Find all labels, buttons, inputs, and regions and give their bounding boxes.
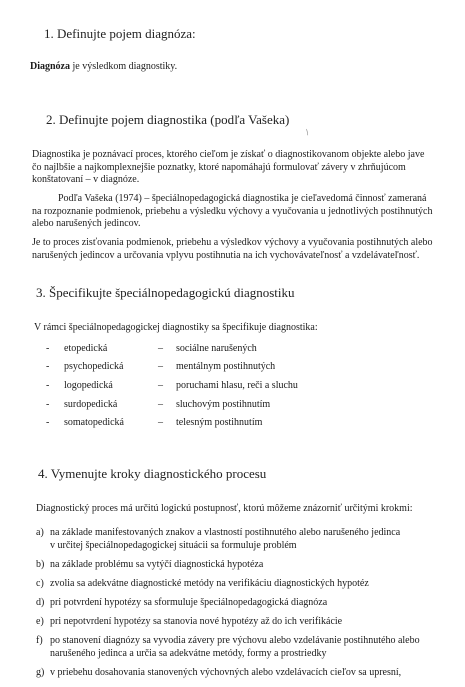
q3-intro: V rámci špeciálnopedagogickej diagnostiky sa špecifikuje diagnostika: xyxy=(34,322,318,333)
list-dash: - xyxy=(46,343,50,354)
step-line: na základe problému sa vytýčí diagnostická hypotéza xyxy=(50,559,264,570)
step-text xyxy=(50,597,445,610)
step-text xyxy=(50,635,445,660)
list-dash: - xyxy=(46,417,50,428)
q1-answer xyxy=(30,61,177,74)
step-line: v určitej špeciálnopedagogickej situácii sa formuluje problém xyxy=(50,539,297,551)
spec-list-item xyxy=(46,417,346,429)
step-text xyxy=(50,667,445,680)
step-line: zvolia sa adekvátne diagnostické metódy na verifikáciu diagnostických hypotéz xyxy=(50,578,369,589)
spec-list-item xyxy=(46,380,346,392)
step-item xyxy=(36,635,446,661)
step-item xyxy=(36,616,446,629)
list-dash: – xyxy=(158,380,163,391)
list-dash: - xyxy=(46,399,50,410)
step-text xyxy=(50,578,445,591)
list-dash: – xyxy=(158,417,163,428)
step-line: na základe manifestovaných znakov a vlastností postihnutého alebo narušeného jedinca xyxy=(50,527,401,538)
spec-desc: poruchami hlasu, reči a sluchu xyxy=(176,380,298,391)
q2-heading: 2. Definujte pojem diagnostika (podľa Vašeka) xyxy=(46,112,290,127)
step-letter: f) xyxy=(36,635,43,646)
step-text xyxy=(50,527,445,552)
spec-desc: sluchovým postihnutím xyxy=(176,399,271,410)
step-letter: c) xyxy=(36,578,44,589)
list-dash: - xyxy=(46,361,50,372)
q2-p2-line: alebo narušených jedincov. xyxy=(32,218,141,229)
step-letter: g) xyxy=(36,667,45,678)
q2-p1-line: konštatovaní – v diagnóze. xyxy=(32,174,140,185)
list-dash: – xyxy=(158,399,163,410)
step-letter: b) xyxy=(36,559,45,570)
step-item xyxy=(36,667,446,680)
spec-list-item xyxy=(46,343,346,355)
q2-p3-line: narušených jedincov a určovania vplyvu postihnutia na ich vychovávateľnosť a vzdelávateľnosť. xyxy=(32,249,420,261)
q3-heading: 3. Špecifikujte špeciálnopedagogickú diagnostiku xyxy=(36,285,295,300)
q2-p2-line xyxy=(32,193,432,206)
spec-name: etopedická xyxy=(64,343,108,354)
spec-name: somatopedická xyxy=(64,417,124,428)
list-dash: - xyxy=(46,380,50,391)
step-item xyxy=(36,527,446,553)
spec-desc: telesným postihnutím xyxy=(176,417,263,428)
spec-desc: sociálne narušených xyxy=(176,343,257,354)
q2-p2-line-text: Podľa Vašeka (1974) – špeciálnopedagogická diagnostika je cieľavedomá činnosť zameraná xyxy=(58,193,427,204)
step-line: pri nepotvrdení hypotézy sa stanovia nové hypotézy až do ich verifikácie xyxy=(50,616,343,627)
spec-name: psychopedická xyxy=(64,361,124,372)
q1-heading: 1. Definujte pojem diagnóza: xyxy=(44,26,196,41)
pen-mark: / xyxy=(303,127,311,137)
list-dash: – xyxy=(158,343,163,354)
q4-intro: Diagnostický proces má určitú logickú postupnosť, ktorú môžeme znázorniť určitými krokmi: xyxy=(36,503,413,514)
q4-heading: 4. Vymenujte kroky diagnostického procesu xyxy=(38,466,267,481)
q2-paragraph-1 xyxy=(32,149,424,187)
spec-list-item xyxy=(46,361,346,373)
step-letter: e) xyxy=(36,616,44,627)
step-line: v priebehu dosahovania stanovených výchovných alebo vzdelávacích cieľov sa upresní, xyxy=(50,667,402,678)
q2-paragraph-3 xyxy=(32,237,433,262)
step-letter: a) xyxy=(36,527,44,538)
q1-answer-bold: Diagnóza xyxy=(30,61,70,72)
step-item xyxy=(36,559,446,572)
spec-name: logopedická xyxy=(64,380,113,391)
q1-answer-rest: je výsledkom diagnostiky. xyxy=(70,61,178,72)
q2-paragraph-2 xyxy=(32,193,432,231)
step-letter: d) xyxy=(36,597,45,608)
q2-p1-line: Diagnostika je poznávací proces, ktorého cieľom je získať o diagnostikovanom objekte alebo jave xyxy=(32,149,425,160)
list-dash: – xyxy=(158,361,163,372)
step-item xyxy=(36,578,446,591)
spec-desc: mentálnym postihnutých xyxy=(176,361,276,372)
q2-p1-line: čo najlbšie a najkomplexnejšie poznatky, ktoré napomáhajú formulovať závery v zhrňujúcom xyxy=(32,161,406,173)
step-text xyxy=(50,616,445,629)
step-line: narušeného jedinca a určia sa adekvátne metódy, formy a prostriedky xyxy=(50,647,327,659)
spec-list-item xyxy=(46,399,346,411)
step-line: pri potvrdení hypotézy sa sformuluje špeciálnopedagogická diagnóza xyxy=(50,597,328,608)
step-item xyxy=(36,597,446,610)
q2-p3-line: Je to proces zisťovania podmienok, priebehu a výsledkov výchovy a vyučovania postihnutých alebo xyxy=(32,237,433,248)
step-line: po stanovení diagnózy sa vyvodia závery pre výchovu alebo vzdelávanie postihnutého alebo xyxy=(50,635,420,646)
step-text xyxy=(50,559,445,572)
q2-p2-line: na rozpoznanie podmienok, priebehu a výsledku výchovy a vyučovania u jednotlivých postihnutých xyxy=(32,205,433,217)
spec-name: surdopedická xyxy=(64,399,118,410)
